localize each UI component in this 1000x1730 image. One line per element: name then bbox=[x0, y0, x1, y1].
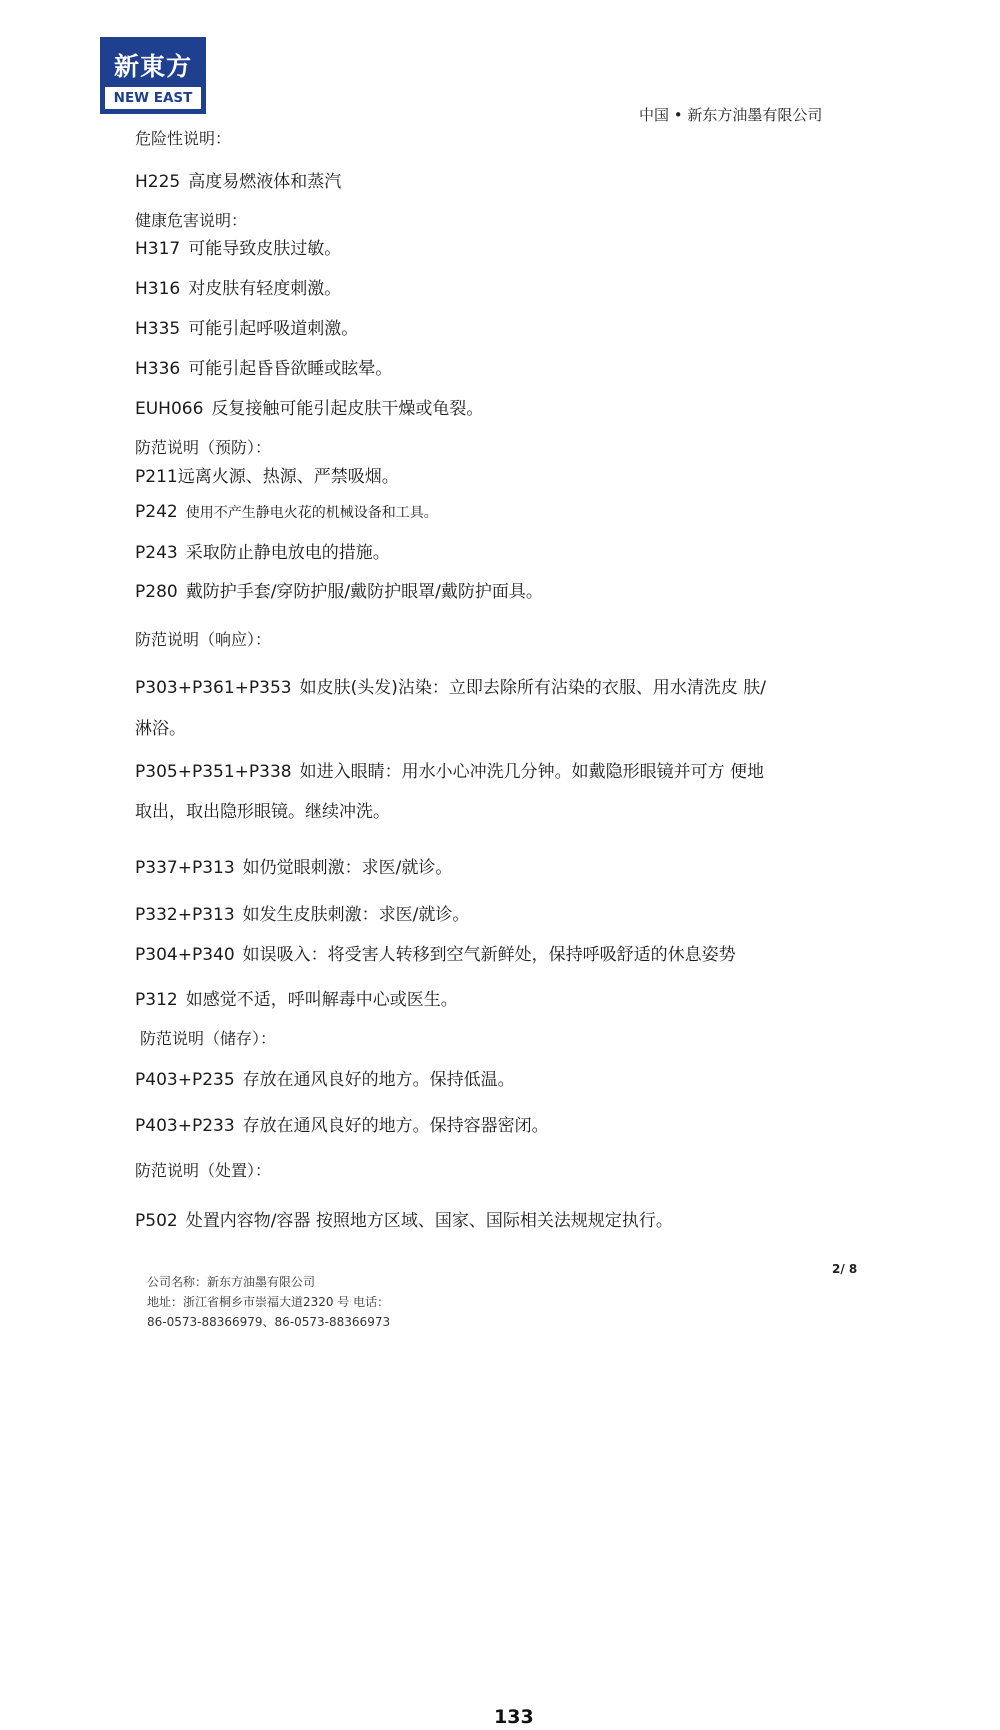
page-number: 133 bbox=[494, 1706, 534, 1728]
logo-chinese-text: 新東方 bbox=[113, 52, 192, 81]
health-hazard-heading: 健康危害说明： bbox=[135, 211, 248, 230]
statement-euh066 bbox=[135, 394, 483, 419]
statement-h335 bbox=[135, 314, 358, 339]
statement-code: H317 bbox=[135, 239, 181, 259]
statement-code: P303+P361+P353 bbox=[135, 678, 292, 698]
statement-code: EUH066 bbox=[135, 399, 204, 419]
statement-code: P211 bbox=[135, 467, 178, 487]
statement-p304 bbox=[135, 940, 736, 965]
statement-p242 bbox=[135, 502, 438, 522]
logo-english-text: NEW EAST bbox=[105, 87, 201, 109]
statement-p303 bbox=[135, 673, 766, 698]
statement-code: H316 bbox=[135, 279, 181, 299]
statement-p403-p235 bbox=[135, 1065, 515, 1090]
statement-h336 bbox=[135, 354, 392, 379]
statement-text: 如仍觉眼刺激：求医/就诊。 bbox=[242, 858, 453, 878]
statement-code: P304+P340 bbox=[135, 945, 235, 965]
statement-p305 bbox=[135, 757, 764, 782]
statement-text: 存放在通风良好的地方。保持容器密闭。 bbox=[242, 1116, 549, 1136]
statement-code: P403+P233 bbox=[135, 1116, 235, 1136]
footer-company: 公司名称：新东方油墨有限公司 bbox=[147, 1275, 316, 1289]
statement-text: 对皮肤有轻度刺激。 bbox=[188, 279, 342, 299]
statement-code: H225 bbox=[135, 172, 181, 192]
response-heading: 防范说明（响应）： bbox=[135, 630, 272, 649]
storage-heading: 防范说明（储存）： bbox=[140, 1029, 277, 1048]
statement-text: 可能导致皮肤过敏。 bbox=[188, 239, 342, 259]
statement-p502 bbox=[135, 1206, 673, 1231]
footer-address: 地址：浙江省桐乡市崇福大道2320 号 电话： bbox=[147, 1295, 390, 1309]
footer-page-indicator: 2/ 8 bbox=[832, 1262, 858, 1276]
disposal-heading: 防范说明（处置）： bbox=[135, 1161, 272, 1180]
statement-code: P312 bbox=[135, 990, 178, 1010]
statement-text: 戴防护手套/穿防护服/戴防护眼罩/戴防护面具。 bbox=[185, 582, 543, 602]
statement-text: 高度易燃液体和蒸汽 bbox=[188, 172, 342, 192]
statement-h317 bbox=[135, 234, 341, 259]
statement-code: P243 bbox=[135, 543, 178, 563]
prevention-heading: 防范说明（预防）： bbox=[135, 438, 272, 457]
statement-p243 bbox=[135, 538, 390, 563]
company-logo bbox=[100, 37, 206, 114]
statement-p303-continued: 淋浴。 bbox=[135, 719, 186, 739]
statement-text: 可能引起呼吸道刺激。 bbox=[188, 319, 359, 339]
statement-text: 如发生皮肤刺激：求医/就诊。 bbox=[242, 905, 470, 925]
statement-text: 远离火源、热源、严禁吸烟。 bbox=[177, 467, 399, 487]
statement-text: 可能引起昏昏欲睡或眩晕。 bbox=[188, 359, 393, 379]
physical-hazard-heading: 危险性说明： bbox=[135, 129, 232, 148]
statement-p332 bbox=[135, 900, 469, 925]
statement-code: H336 bbox=[135, 359, 181, 379]
statement-text: 采取防止静电放电的措施。 bbox=[185, 543, 390, 563]
statement-text: 存放在通风良好的地方。保持低温。 bbox=[242, 1070, 515, 1090]
statement-text: 反复接触可能引起皮肤干燥或龟裂。 bbox=[211, 399, 484, 419]
statement-code: H335 bbox=[135, 319, 181, 339]
header-company-name: 中国 • 新东方油墨有限公司 bbox=[639, 106, 823, 124]
statement-p403-p233 bbox=[135, 1111, 549, 1136]
statement-code: P280 bbox=[135, 582, 178, 602]
statement-p337 bbox=[135, 853, 452, 878]
statement-code: P242 bbox=[135, 502, 178, 522]
footer-phones: 86-0573-88366979、86-0573-88366973 bbox=[147, 1315, 391, 1329]
statement-h316 bbox=[135, 274, 341, 299]
statement-p280 bbox=[135, 577, 543, 602]
statement-p305-continued: 取出，取出隐形眼镜。继续冲洗。 bbox=[135, 802, 390, 822]
statement-p211 bbox=[135, 462, 399, 487]
statement-code: P305+P351+P338 bbox=[135, 762, 292, 782]
statement-code: P332+P313 bbox=[135, 905, 235, 925]
statement-code: P337+P313 bbox=[135, 858, 235, 878]
statement-code: P502 bbox=[135, 1211, 178, 1231]
statement-text: 如感觉不适，呼叫解毒中心或医生。 bbox=[185, 990, 458, 1010]
statement-text: 如进入眼睛：用水小心冲洗几分钟。如戴隐形眼镜并可方 便地 bbox=[299, 762, 764, 782]
statement-text: 如皮肤(头发)沾染：立即去除所有沾染的衣服、用水清洗皮 肤/ bbox=[299, 678, 766, 698]
statement-h225 bbox=[135, 167, 341, 192]
statement-code: P403+P235 bbox=[135, 1070, 235, 1090]
statement-text: 处置内容物/容器 按照地方区域、国家、国际相关法规规定执行。 bbox=[185, 1211, 673, 1231]
statement-text: 如误吸入：将受害人转移到空气新鲜处，保持呼吸舒适的休息姿势 bbox=[242, 945, 736, 965]
statement-p312 bbox=[135, 985, 458, 1010]
statement-text: 使用不产生静电火花的机械设备和工具。 bbox=[185, 505, 438, 521]
